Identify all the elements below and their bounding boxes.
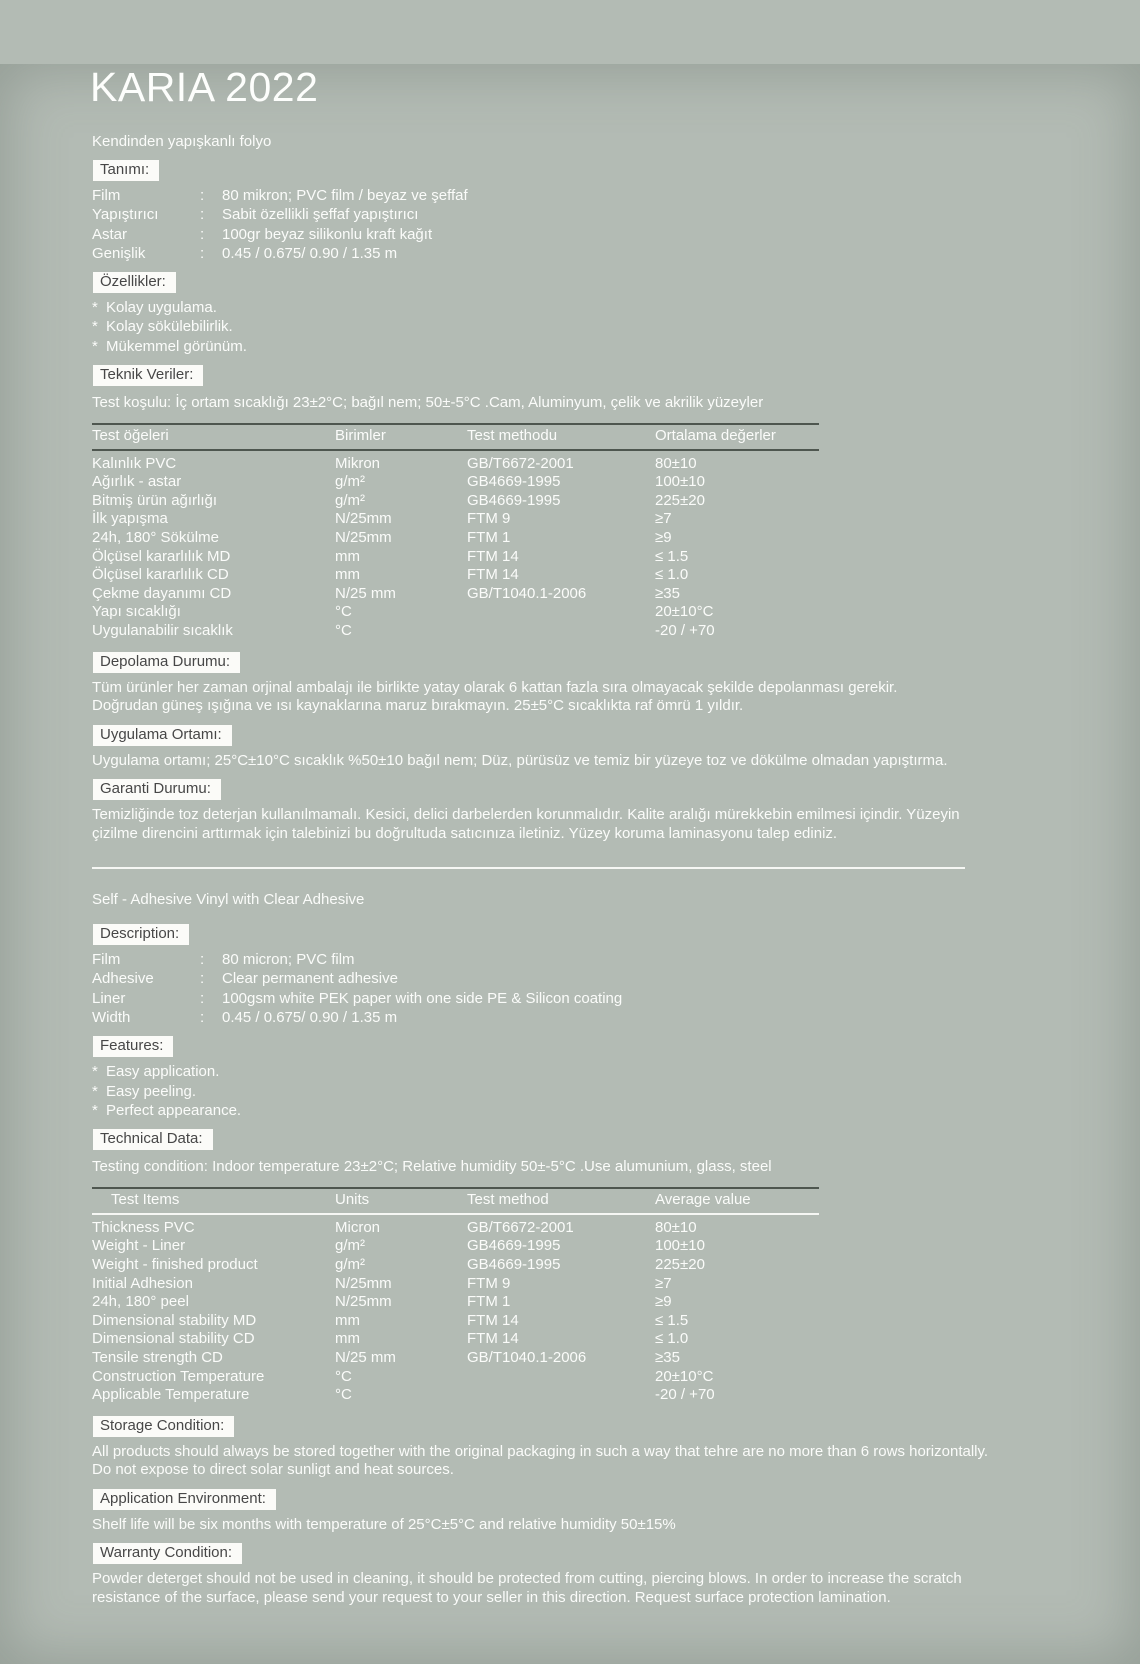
- storage-text-line: Tüm ürünler her zaman orjinal ambalajı ile birlikte yatay olarak 6 kattan fazla sıra olmayacak şekilde depolanması gerekir.: [92, 678, 898, 696]
- table-cell: g/m²: [335, 491, 365, 509]
- definition-colon: :: [200, 206, 205, 224]
- table-cell: Applicable Temperature: [92, 1386, 250, 1404]
- table-cell: -20 / +70: [655, 1386, 715, 1404]
- table-row: [92, 1349, 819, 1368]
- feature-text: Easy peeling.: [106, 1082, 197, 1100]
- table-cell: g/m²: [335, 1255, 365, 1273]
- table-row: [92, 455, 819, 474]
- table-row: [92, 566, 819, 585]
- table-cell: Weight - Liner: [92, 1237, 186, 1255]
- section-label-garanti: Garanti Durumu:: [93, 779, 221, 800]
- table-row: [92, 492, 819, 511]
- table-header-cell: Test Items: [111, 1191, 180, 1209]
- section-label-description: Description:: [93, 924, 189, 945]
- definition-label: Genişlik: [92, 244, 146, 262]
- definition-row: [92, 186, 1052, 205]
- storage-text-line: Do not expose to direct solar sunligt and heat sources.: [92, 1461, 454, 1479]
- feature-item: [92, 337, 1052, 356]
- table-header-cell: Test method: [467, 1191, 549, 1209]
- bullet-glyph: *: [92, 1063, 98, 1081]
- table-cell: Micron: [335, 1218, 381, 1236]
- bullet-glyph: *: [92, 1101, 98, 1119]
- table-cell: [467, 1386, 655, 1405]
- table-row: [92, 1330, 819, 1349]
- table-row: [92, 1275, 819, 1294]
- table-row: [92, 1293, 819, 1312]
- table-cell: Initial Adhesion: [92, 1274, 193, 1292]
- application-text-turkish: Uygulama ortamı; 25°C±10°C sıcaklık %50±10 bağıl nem; Düz, pürüsüz ve temiz bir yüzeye toz ve dökülme olmadan yapıştırma.: [92, 751, 948, 769]
- table-cell: ≥35: [655, 584, 680, 602]
- warranty-text-english: [92, 1570, 1052, 1607]
- table-cell: 100±10: [655, 473, 705, 491]
- table-cell: Kalınlık PVC: [92, 454, 177, 472]
- table-cell: Tensile strength CD: [92, 1348, 223, 1366]
- table-cell: °C: [335, 1367, 352, 1385]
- table-header-cell: Test methodu: [467, 427, 558, 445]
- definition-row: [92, 244, 1052, 263]
- section-label-depolama: Depolama Durumu:: [93, 652, 240, 673]
- table-cell: ≤ 1.5: [655, 1311, 689, 1329]
- definition-colon: :: [200, 225, 205, 243]
- table-cell: N/25 mm: [335, 584, 396, 602]
- section-label-features: Features:: [93, 1036, 173, 1057]
- test-condition-english: Testing condition: Indoor temperature 23±2°C; Relative humidity 50±-5°C .Use alumunium, glass, steel: [92, 1158, 772, 1176]
- table-cell: 24h, 180° peel: [92, 1293, 189, 1311]
- page-title: KARIA 2022: [90, 64, 319, 110]
- table-cell: ≤ 1.5: [655, 547, 689, 565]
- table-cell: FTM 9: [467, 1274, 511, 1292]
- test-condition-turkish: Test koşulu: İç ortam sıcaklığı 23±2°C; bağıl nem; 50±-5°C .Cam, Aluminyum, çelik ve akrilik yüzeyler: [92, 394, 764, 412]
- document-page: [0, 64, 1140, 1664]
- table-cell: GB4669-1995: [467, 491, 561, 509]
- table-cell: 225±20: [655, 1255, 705, 1273]
- feature-item: [92, 1062, 1052, 1081]
- table-cell: N/25mm: [335, 529, 392, 547]
- warranty-text-line: Powder deterget should not be used in cleaning, it should be protected from cutting, piercing blows. In order to increase the scratch: [92, 1570, 962, 1588]
- table-cell: ≥9: [655, 1293, 672, 1311]
- definition-label: Width: [92, 1009, 131, 1026]
- feature-list-turkish: [92, 298, 1052, 356]
- definition-row: [92, 950, 1052, 969]
- definition-value: 80 micron; PVC film: [222, 951, 355, 969]
- table-row: [92, 1386, 819, 1405]
- table-header-cell: Average value: [655, 1191, 751, 1209]
- table-cell: Bitmiş ürün ağırlığı: [92, 491, 218, 509]
- table-cell: °C: [335, 1386, 352, 1404]
- table-cell: GB4669-1995: [467, 473, 561, 491]
- table-cell: FTM 1: [467, 529, 511, 547]
- table-cell: Mikron: [335, 454, 381, 472]
- table-row: [92, 603, 819, 622]
- warranty-text-turkish: [92, 806, 1052, 843]
- table-cell: Construction Temperature: [92, 1367, 265, 1385]
- table-cell: Dimensional stability CD: [92, 1330, 255, 1348]
- section-label-warranty: Warranty Condition:: [93, 1543, 242, 1564]
- definition-value: 80 mikron; PVC film / beyaz ve şeffaf: [222, 187, 468, 204]
- storage-text-turkish: [92, 679, 1052, 716]
- section-label-technical-data: Technical Data:: [93, 1129, 213, 1150]
- table-cell: °C: [335, 603, 352, 621]
- feature-item: [92, 1101, 1052, 1120]
- definition-label: Adhesive: [92, 970, 154, 988]
- table-cell: 80±10: [655, 454, 697, 472]
- table-cell: Uygulanabilir sıcaklık: [92, 622, 233, 640]
- table-cell: FTM 14: [467, 1330, 519, 1348]
- feature-item: [92, 298, 1052, 317]
- table-row: [92, 510, 819, 529]
- table-header-cell: Birimler: [335, 427, 386, 445]
- table-cell: FTM 14: [467, 547, 519, 565]
- table-cell: Yapı sıcaklığı: [92, 603, 181, 621]
- table-cell: N/25mm: [335, 1293, 392, 1311]
- table-cell: [467, 1368, 655, 1387]
- table-cell: FTM 14: [467, 1311, 519, 1329]
- table-cell: ≥7: [655, 1274, 672, 1292]
- storage-text-english: [92, 1443, 1052, 1480]
- section-label-storage: Storage Condition:: [93, 1416, 234, 1437]
- table-cell: FTM 14: [467, 566, 519, 584]
- bullet-glyph: *: [92, 1082, 98, 1100]
- table-cell: GB/T1040.1-2006: [467, 1348, 587, 1366]
- table-cell: g/m²: [335, 1237, 365, 1255]
- table-cell: 20±10°C: [655, 1367, 714, 1385]
- definition-colon: :: [200, 989, 205, 1007]
- definition-colon: :: [200, 244, 205, 262]
- definition-value: Sabit özellikli şeffaf yapıştırıcı: [222, 206, 419, 224]
- table-cell: Ölçüsel kararlılık MD: [92, 547, 231, 565]
- section-divider: [92, 867, 965, 869]
- table-header-cell: Test öğeleri: [92, 427, 169, 445]
- table-cell: GB4669-1995: [467, 1255, 561, 1273]
- table-cell: GB/T6672-2001: [467, 454, 574, 472]
- table-cell: ≥35: [655, 1348, 680, 1366]
- definition-colon: :: [200, 970, 205, 988]
- definition-label: Liner: [92, 989, 126, 1007]
- table-cell: mm: [335, 547, 360, 565]
- table-row: [92, 529, 819, 548]
- table-row: [92, 1237, 819, 1256]
- definition-colon: :: [200, 1009, 205, 1026]
- table-cell: ≤ 1.0: [655, 1330, 689, 1348]
- definition-colon: :: [200, 187, 205, 204]
- product-subtitle-english: Self - Adhesive Vinyl with Clear Adhesive: [92, 891, 365, 909]
- section-label-teknik-veriler: Teknik Veriler:: [93, 365, 203, 386]
- table-cell: 225±20: [655, 491, 705, 509]
- table-cell: İlk yapışma: [92, 510, 168, 528]
- table-cell: GB4669-1995: [467, 1237, 561, 1255]
- definition-value: 0.45 / 0.675/ 0.90 / 1.35 m: [222, 1009, 398, 1026]
- table-cell: 80±10: [655, 1218, 697, 1236]
- definition-list-english: [92, 950, 1052, 1027]
- table-cell: °C: [335, 622, 352, 640]
- table-cell: [467, 622, 655, 641]
- table-cell: g/m²: [335, 473, 365, 491]
- warranty-text-line: Temizliğinde toz deterjan kullanılmamalı. Kesici, delici darbelerden korunmalıdır. Kalite aralığı mürekkebin emilmesi içindir. Yüzeyin: [92, 806, 960, 824]
- feature-text: Mükemmel görünüm.: [106, 337, 247, 355]
- table-cell: Weight - finished product: [92, 1255, 258, 1273]
- feature-item: [92, 1082, 1052, 1101]
- definition-row: [92, 205, 1052, 224]
- table-cell: ≥7: [655, 510, 672, 528]
- table-cell: ≤ 1.0: [655, 566, 689, 584]
- table-cell: GB/T1040.1-2006: [467, 584, 587, 602]
- bullet-glyph: *: [92, 337, 98, 355]
- table-cell: mm: [335, 1330, 360, 1348]
- section-label-application-env: Application Environment:: [93, 1489, 276, 1510]
- storage-text-line: Doğrudan güneş ışığına ve ısı kaynaklarına maruz bırakmayın. 25±5°C sıcaklıkta raf ömrü 1 yıldır.: [92, 697, 744, 715]
- table-row: [92, 622, 819, 641]
- table-cell: FTM 1: [467, 1293, 511, 1311]
- definition-row: [92, 225, 1052, 244]
- table-cell: 24h, 180° Sökülme: [92, 529, 219, 547]
- table-row: [92, 1256, 819, 1275]
- feature-text: Perfect appearance.: [106, 1101, 242, 1119]
- table-cell: [467, 603, 655, 622]
- table-row: [92, 1219, 819, 1238]
- bullet-glyph: *: [92, 299, 98, 317]
- bullet-glyph: *: [92, 318, 98, 336]
- table-cell: Dimensional stability MD: [92, 1311, 257, 1329]
- table-row: [92, 1368, 819, 1387]
- table-body: [92, 1215, 819, 1407]
- technical-table-english: [92, 1187, 819, 1407]
- definition-row: [92, 1008, 1052, 1027]
- definition-value: 100gr beyaz silikonlu kraft kağıt: [222, 225, 433, 243]
- definition-colon: :: [200, 951, 205, 969]
- definition-label: Film: [92, 187, 121, 204]
- definition-value: Clear permanent adhesive: [222, 970, 398, 988]
- table-cell: mm: [335, 1311, 360, 1329]
- table-cell: 20±10°C: [655, 603, 714, 621]
- table-cell: mm: [335, 566, 360, 584]
- definition-list-turkish: [92, 186, 1052, 263]
- table-header-cell: Units: [335, 1191, 370, 1209]
- table-cell: GB/T6672-2001: [467, 1218, 574, 1236]
- feature-item: [92, 317, 1052, 336]
- definition-row: [92, 969, 1052, 988]
- application-text-english: Shelf life will be six months with temperature of 25°C±5°C and relative humidity 50±15%: [92, 1515, 676, 1533]
- warranty-text-line: resistance of the surface, please send your request to your seller in this direction. Request surface protection lamination.: [92, 1588, 891, 1606]
- definition-label: Film: [92, 951, 121, 969]
- table-row: [92, 548, 819, 567]
- section-label-uygulama: Uygulama Ortamı:: [93, 725, 232, 746]
- table-row: [92, 473, 819, 492]
- table-cell: N/25mm: [335, 510, 392, 528]
- table-cell: -20 / +70: [655, 622, 715, 640]
- section-label-tanimi: Tanımı:: [93, 160, 159, 181]
- definition-value: 0.45 / 0.675/ 0.90 / 1.35 m: [222, 244, 398, 262]
- technical-table-turkish: [92, 423, 819, 643]
- table-cell: Thickness PVC: [92, 1218, 195, 1236]
- table-header-row: [92, 425, 819, 451]
- table-body: [92, 451, 819, 643]
- table-header-row: [92, 1189, 819, 1215]
- definition-row: [92, 989, 1052, 1008]
- datasheet-content: [0, 64, 1140, 1607]
- feature-text: Kolay uygulama.: [106, 299, 217, 317]
- definition-label: Yapıştırıcı: [92, 206, 159, 224]
- table-cell: ≥9: [655, 529, 672, 547]
- product-subtitle-turkish: Kendinden yapışkanlı folyo: [92, 133, 272, 150]
- table-cell: FTM 9: [467, 510, 511, 528]
- warranty-text-line: çizilme direncini arttırmak için talebinizi bu doğrultuda satıcınıza iletiniz. Yüzey koruma laminasyonu talep ediniz.: [92, 824, 838, 842]
- feature-text: Kolay sökülebilirlik.: [106, 318, 233, 336]
- table-cell: 100±10: [655, 1237, 705, 1255]
- definition-value: 100gsm white PEK paper with one side PE & Silicon coating: [222, 989, 623, 1007]
- storage-text-line: All products should always be stored together with the original packaging in such a way that tehre are no more than 6 rows horizontally.: [92, 1442, 989, 1460]
- feature-text: Easy application.: [106, 1063, 220, 1081]
- table-cell: N/25 mm: [335, 1348, 396, 1366]
- definition-label: Astar: [92, 225, 128, 243]
- table-cell: N/25mm: [335, 1274, 392, 1292]
- section-label-ozellikler: Özellikler:: [93, 272, 176, 293]
- table-cell: Çekme dayanımı CD: [92, 584, 232, 602]
- table-row: [92, 585, 819, 604]
- table-header-cell: Ortalama değerler: [655, 427, 776, 445]
- table-cell: Ölçüsel kararlılık CD: [92, 566, 229, 584]
- table-row: [92, 1312, 819, 1331]
- feature-list-english: [92, 1062, 1052, 1120]
- table-cell: Ağırlık - astar: [92, 473, 182, 491]
